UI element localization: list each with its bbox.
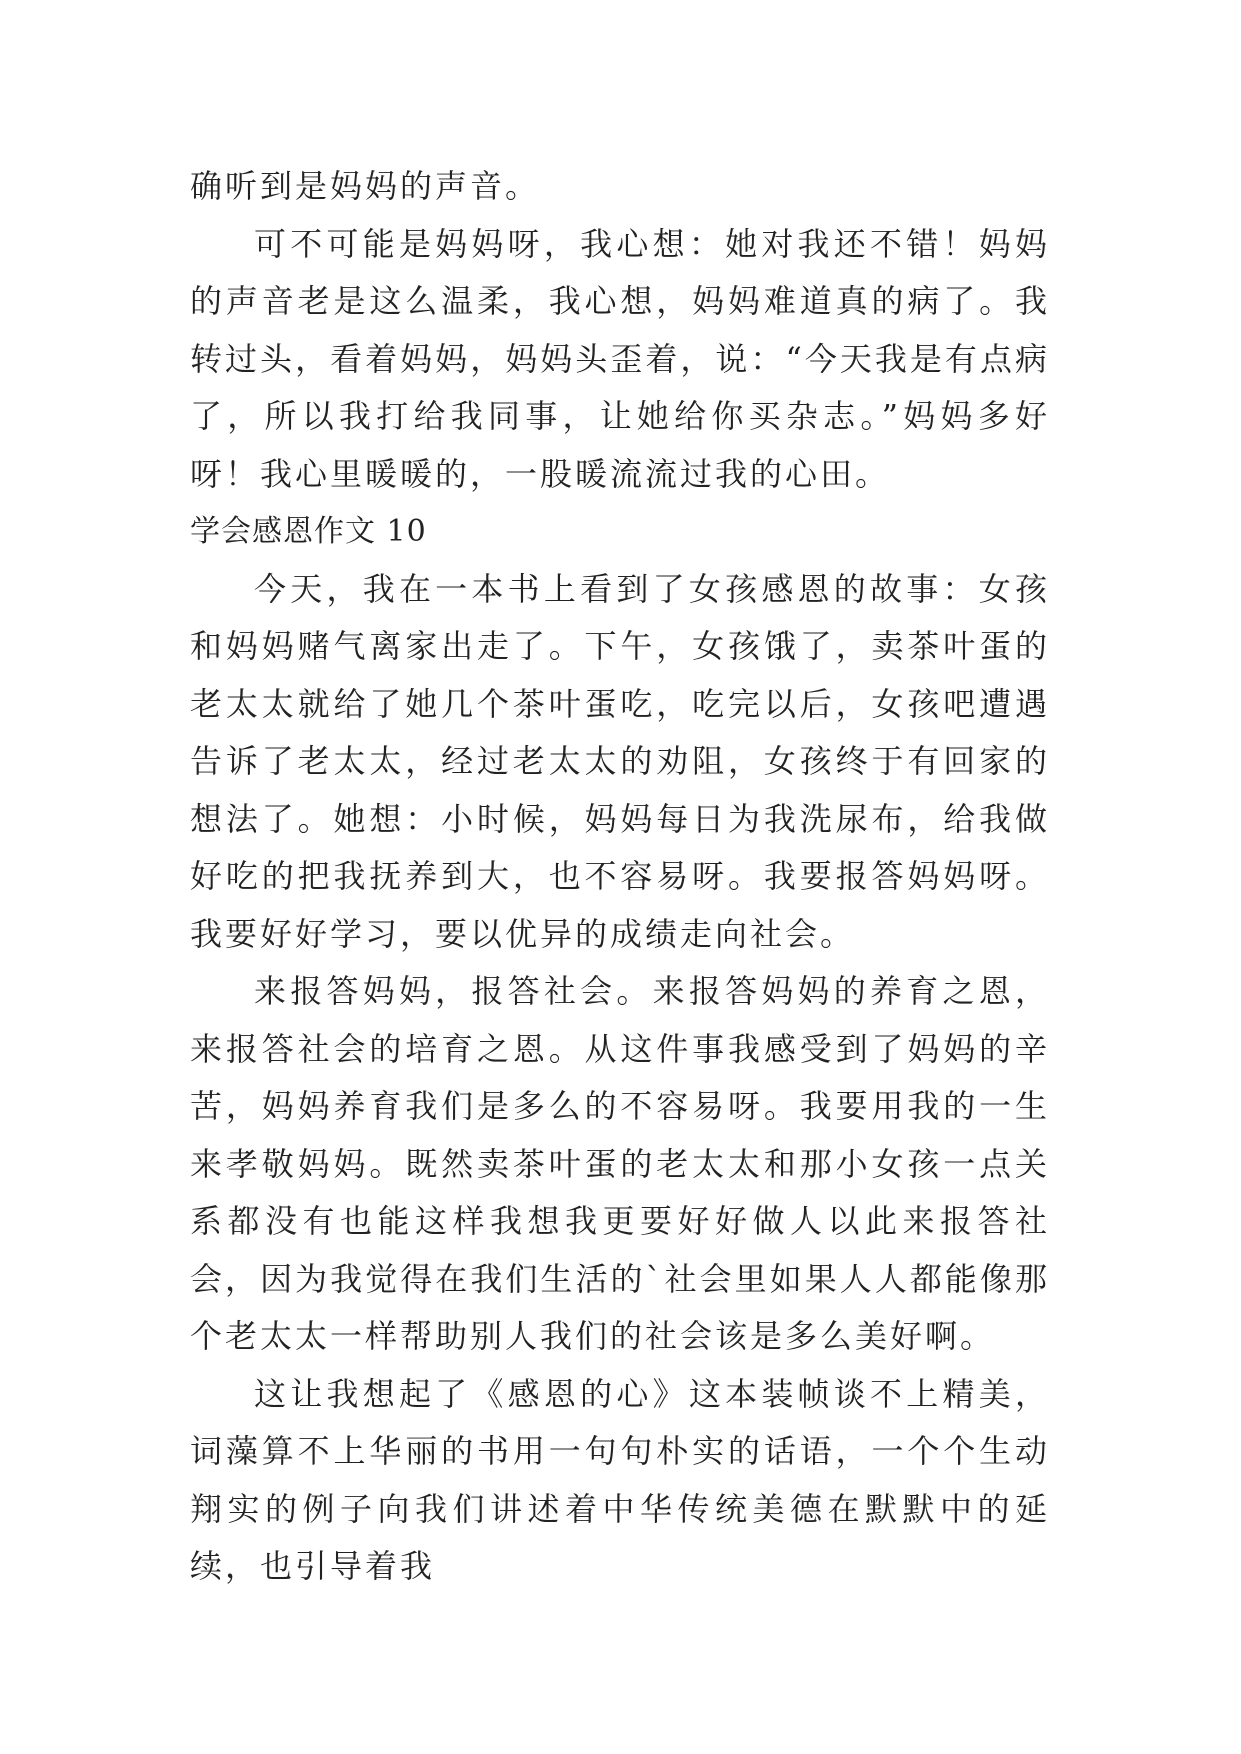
paragraph-repay-society: 来报答妈妈，报答社会。来报答妈妈的养育之恩，来报答社会的培育之恩。从这件事我感受到了妈妈的辛苦，妈妈养育我们是多么的不容易呀。我要用我的一生来孝敬妈妈。既然卖茶叶蛋的老太太和那小女孩一点关系都没有也能这样我想我更要好好做人以此来报答社会，因为我觉得在我们生活的`社会里如果人人都能像那个老太太一样帮助别人我们的社会该是多么美好啊。 [190, 972, 1050, 1355]
essay-title: 学会感恩作文 10 [190, 514, 427, 549]
paragraph-mother-voice: 可不可能是妈妈呀，我心想：她对我还不错！妈妈的声音老是这么温柔，我心想，妈妈难道真的病了。我转过头，看着妈妈，妈妈头歪着，说：“今天我是有点病了，所以我打给我同事，让她给你买杂志。”妈妈多好呀！我心里暖暖的，一股暖流流过我的心田。 [190, 224, 1050, 493]
paragraph-girl-story: 今天，我在一本书上看到了女孩感恩的故事：女孩和妈妈赌气离家出走了。下午，女孩饿了，卖茶叶蛋的老太太就给了她几个茶叶蛋吃，吃完以后，女孩吧遭遇告诉了老太太，经过老太太的劝阻，女孩终于有回家的想法了。她想：小时候，妈妈每日为我洗尿布，给我做好吃的把我抚养到大，也不容易呀。我要报答妈妈呀。我要好好学习，要以优异的成绩走向社会。 [190, 569, 1050, 953]
document-body [190, 158, 1050, 1596]
paragraph-grateful-heart: 这让我想起了《感恩的心》这本装帧谈不上精美，词藻算不上华丽的书用一句句朴实的话语，一个个生动翔实的例子向我们讲述着中华传统美德在默默中的延续，也引导着我 [190, 1374, 1050, 1585]
paragraph-continuation: 确听到是妈妈的声音。 [190, 167, 541, 205]
